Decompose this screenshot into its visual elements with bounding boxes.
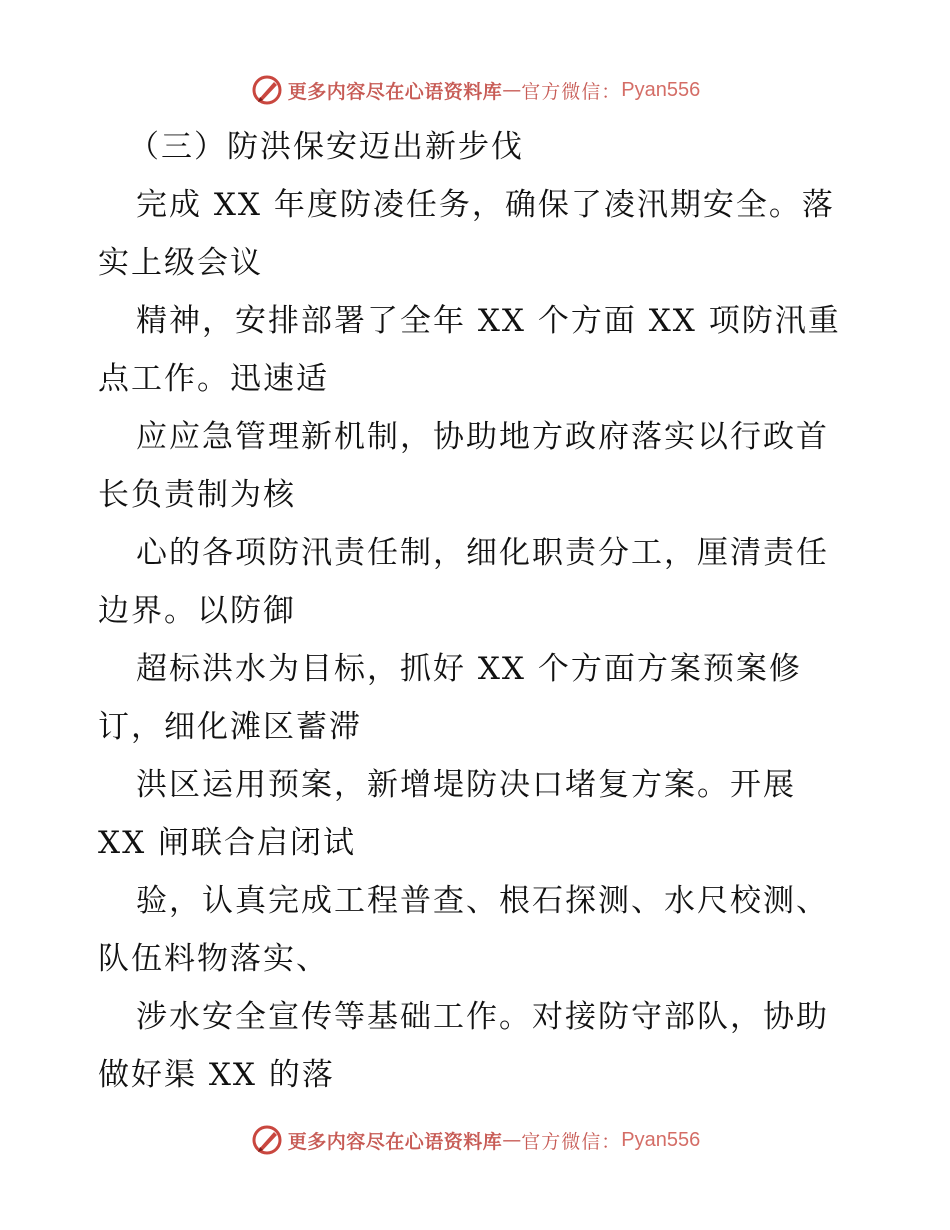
paragraph-line: 边界。以防御: [98, 593, 296, 629]
document-body: [98, 118, 858, 1104]
quill-pen-logo-icon: [250, 1123, 284, 1157]
paragraph: [98, 756, 858, 872]
paragraph-line: 精神，安排部署了全年 XX 个方面 XX 项防汛重: [136, 303, 841, 339]
banner-wechat-id: Pyan556: [621, 1128, 701, 1151]
banner-site-name: 更多内容尽在心语资料库: [287, 1130, 503, 1153]
paragraph-line: 长负责制为核: [98, 477, 296, 513]
paragraph-line: XX 闸联合启闭试: [98, 825, 356, 861]
paragraph-line: 完成 XX 年度防凌任务，确保了凌汛期安全。落: [136, 187, 835, 223]
paragraph-line: 超标洪水为目标，抓好 XX 个方面方案预案修: [136, 651, 802, 687]
banner-wechat-label: 官方微信：: [521, 1130, 622, 1153]
paragraph-line: 涉水安全宣传等基础工作。对接防守部队，协助: [136, 999, 829, 1035]
paragraph-line: 应应急管理新机制，协助地方政府落实以行政首: [136, 419, 829, 455]
paragraph-line: 实上级会议: [98, 245, 263, 281]
paragraph: [98, 176, 858, 292]
banner-wechat-label: 官方微信：: [521, 80, 622, 103]
header-banner: [0, 70, 950, 110]
paragraph-line: 队伍料物落实、: [98, 941, 329, 977]
section-heading: （三）防洪保安迈出新步伐: [128, 129, 524, 165]
paragraph: [98, 640, 858, 756]
paragraph-line: 点工作。迅速适: [98, 361, 329, 397]
banner-site-name: 更多内容尽在心语资料库: [287, 80, 503, 103]
paragraph-line: 心的各项防汛责任制，细化职责分工，厘清责任: [136, 535, 829, 571]
paragraph-line: 订，细化滩区蓄滞: [98, 709, 362, 745]
paragraph-line: 洪区运用预案，新增堤防决口堵复方案。开展: [136, 767, 796, 803]
paragraph: [98, 408, 858, 524]
footer-banner: [0, 1120, 950, 1160]
paragraph: [98, 524, 858, 640]
paragraph: [98, 988, 858, 1104]
paragraph: [98, 292, 858, 408]
banner-dash: —: [502, 1129, 522, 1151]
paragraph: [98, 872, 858, 988]
banner-dash: —: [502, 79, 522, 101]
paragraph-line: 做好渠 XX 的落: [98, 1057, 335, 1093]
banner-wechat-id: Pyan556: [621, 78, 701, 101]
quill-pen-logo-icon: [250, 73, 284, 107]
paragraph-line: 验，认真完成工程普查、根石探测、水尺校测、: [136, 883, 829, 919]
